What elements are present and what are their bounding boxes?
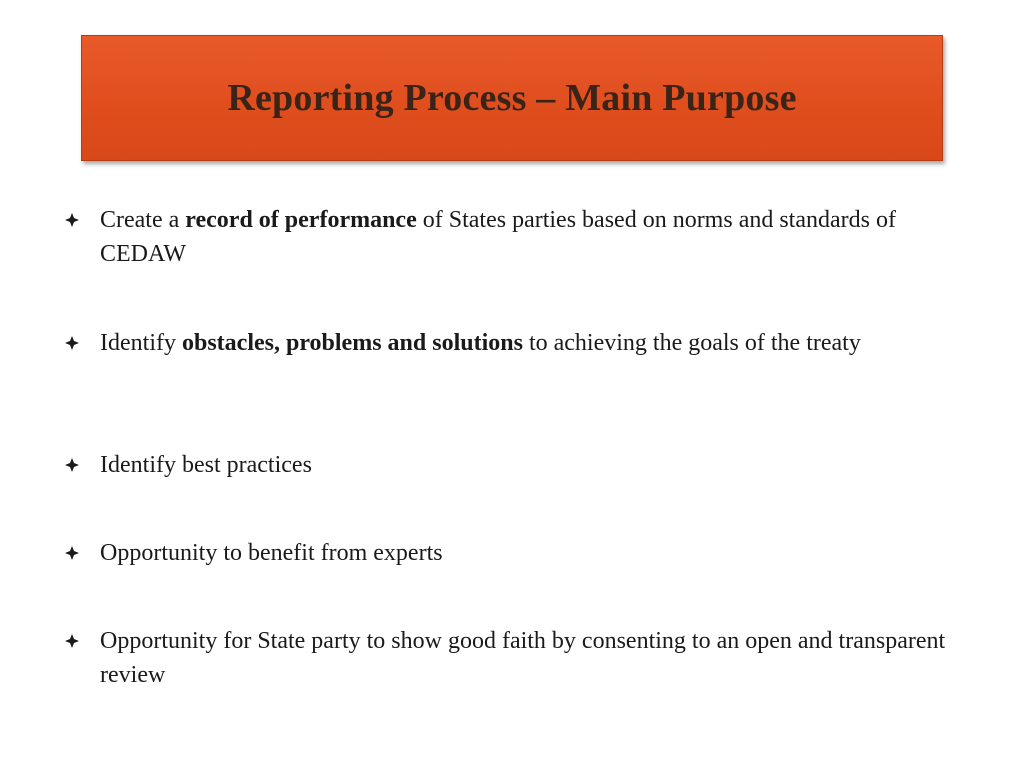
bullet-text-bold: obstacles, problems and solutions (181, 330, 523, 356)
bullet-text-pre: Create a (100, 207, 186, 233)
slide-title: Reporting Process – Main Purpose (227, 77, 797, 119)
bullet-item-record-of-performance (100, 203, 980, 271)
bullet-text-post: to achieving the goals of the treaty (522, 330, 861, 356)
bullet-text: Opportunity to benefit from experts (100, 540, 443, 566)
bullet-item-best-practices (100, 448, 980, 482)
title-banner (81, 35, 943, 161)
diamond-bullet-icon (62, 624, 82, 658)
bullet-item-good-faith (100, 624, 980, 692)
bullet-text-pre: Identify (100, 330, 182, 356)
bullet-item-obstacles (100, 326, 980, 360)
bullet-item-experts (100, 536, 980, 570)
diamond-bullet-icon (62, 448, 82, 482)
diamond-bullet-icon (62, 203, 82, 237)
bullet-text-post: of States parties based on norms and standards of CEDAW (100, 207, 896, 267)
bullet-text: Opportunity for State party to show good faith by consenting to an open and transparent review (100, 628, 946, 688)
bullet-text-bold: record of performance (185, 207, 417, 233)
diamond-bullet-icon (62, 536, 82, 570)
diamond-bullet-icon (62, 326, 82, 360)
bullet-text: Identify best practices (100, 452, 312, 478)
